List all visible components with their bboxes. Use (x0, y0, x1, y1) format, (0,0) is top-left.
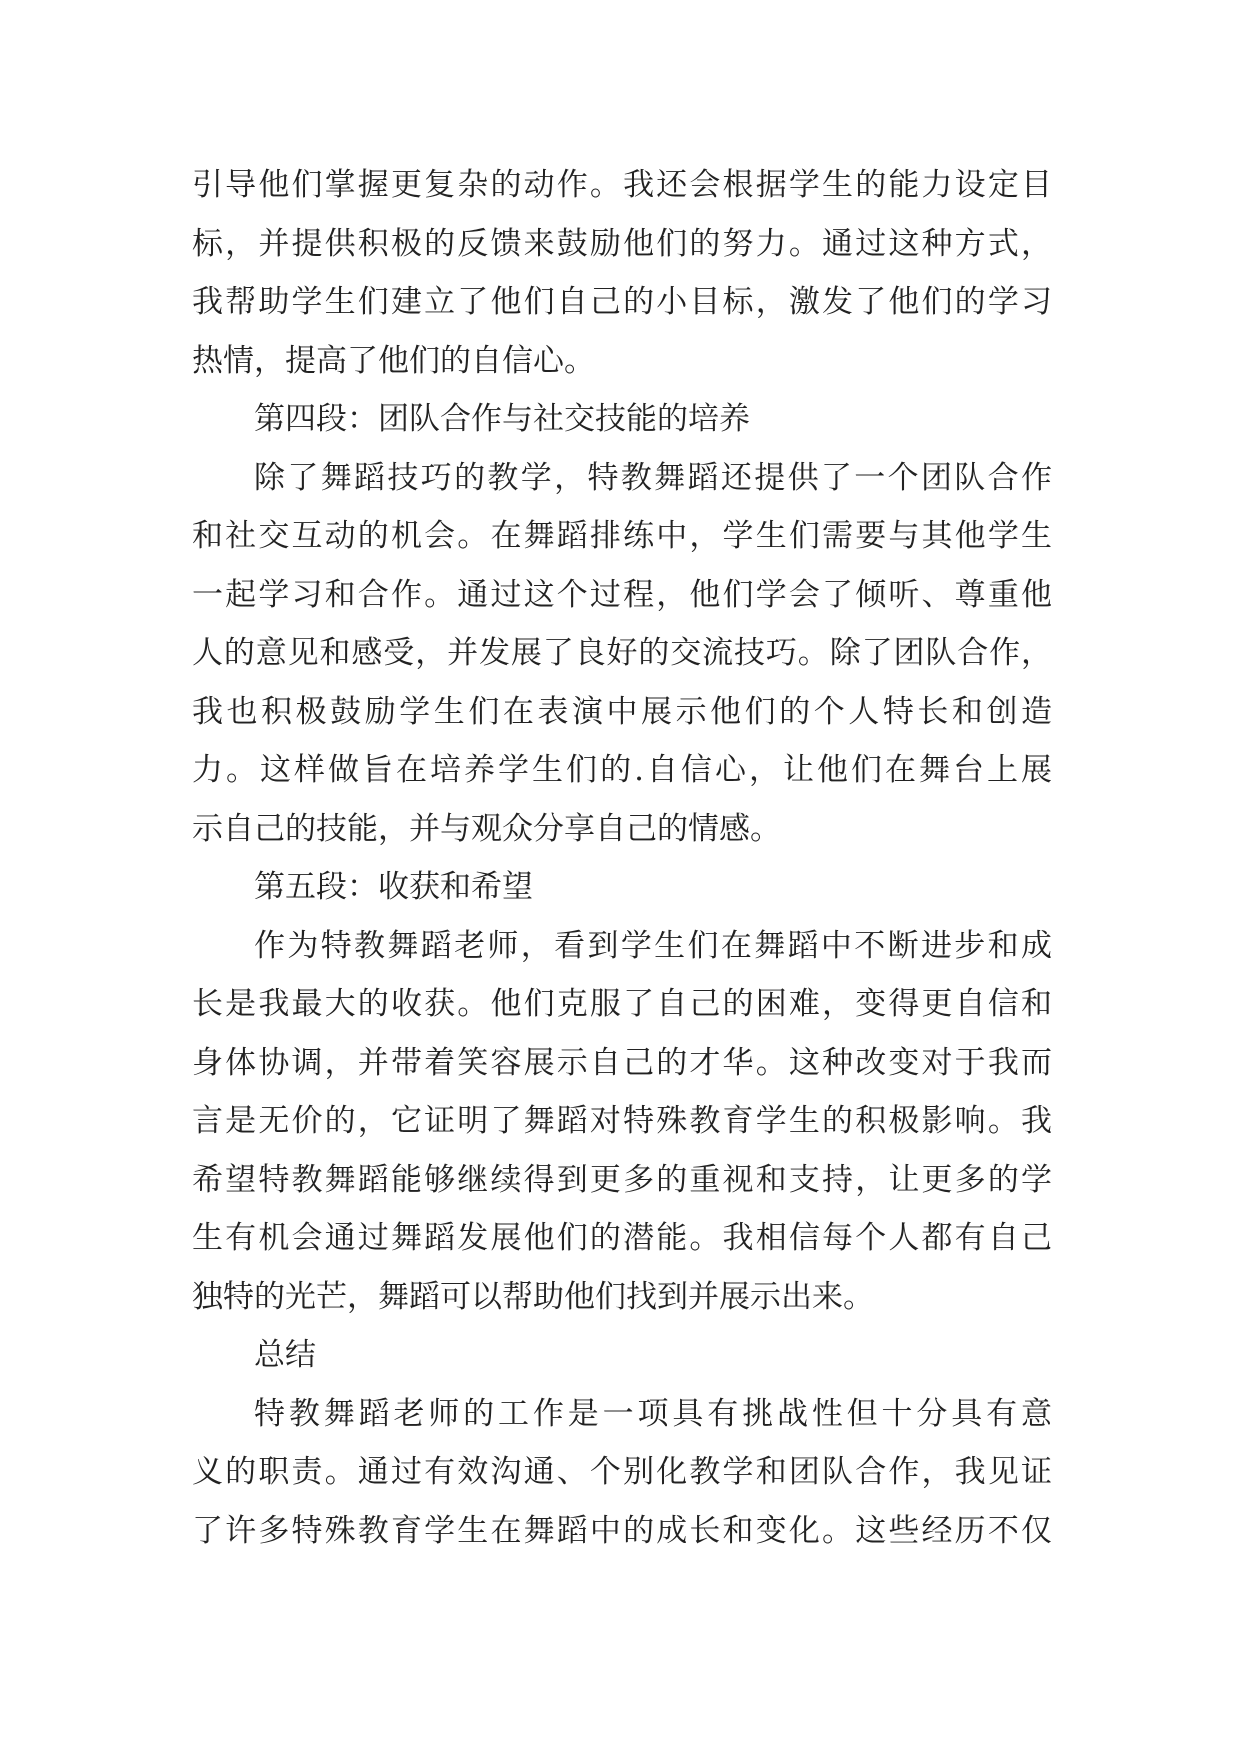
section-heading-5: 第五段：收获和希望 (254, 869, 533, 905)
body-line: 义的职责。通过有效沟通、个别化教学和团队合作，我见证 (192, 1454, 1052, 1490)
paragraph-end-line: 示自己的技能，并与观众分享自己的情感。 (192, 810, 781, 847)
body-line: 和社交互动的机会。在舞蹈排练中，学生们需要与其他学生 (192, 518, 1052, 554)
body-line: 言是无价的，它证明了舞蹈对特殊教育学生的积极影响。我 (192, 1103, 1052, 1139)
section-heading-4: 第四段：团队合作与社交技能的培养 (254, 401, 750, 437)
body-line: 一起学习和合作。通过这个过程，他们学会了倾听、尊重他 (192, 576, 1052, 613)
body-line: 身体协调，并带着笑容展示自己的才华。这种改变对于我而 (192, 1044, 1052, 1081)
body-line: 希望特教舞蹈能够继续得到更多的重视和支持，让更多的学 (192, 1161, 1052, 1198)
paragraph-end-line: 热情，提高了他们的自信心。 (192, 342, 595, 379)
document-body (192, 156, 1052, 1560)
paragraph-first-line: 特教舞蹈老师的工作是一项具有挑战性但十分具有意 (254, 1395, 1052, 1432)
body-line: 了许多特殊教育学生在舞蹈中的成长和变化。这些经历不仅 (192, 1512, 1052, 1549)
body-line: 人的意见和感受，并发展了良好的交流技巧。除了团队合作， (192, 635, 1052, 671)
body-line: 长是我最大的收获。他们克服了自己的困难，变得更自信和 (192, 986, 1052, 1022)
body-line: 我帮助学生们建立了他们自己的小目标，激发了他们的学习 (192, 284, 1052, 320)
body-line: 标，并提供积极的反馈来鼓励他们的努力。通过这种方式， (192, 225, 1052, 262)
body-line: 我也积极鼓励学生们在表演中展示他们的个人特长和创造 (192, 693, 1052, 730)
paragraph-first-line: 除了舞蹈技巧的教学，特教舞蹈还提供了一个团队合作 (254, 459, 1052, 496)
body-line: 引导他们掌握更复杂的动作。我还会根据学生的能力设定目 (192, 167, 1052, 203)
paragraph-first-line: 作为特教舞蹈老师，看到学生们在舞蹈中不断进步和成 (254, 927, 1052, 964)
section-heading-summary: 总结 (254, 1337, 316, 1373)
body-line: 生有机会通过舞蹈发展他们的潜能。我相信每个人都有自己 (192, 1220, 1052, 1256)
body-line: 力。这样做旨在培养学生们的.自信心，让他们在舞台上展 (192, 752, 1052, 788)
paragraph-end-line: 独特的光芒，舞蹈可以帮助他们找到并展示出来。 (192, 1278, 874, 1315)
